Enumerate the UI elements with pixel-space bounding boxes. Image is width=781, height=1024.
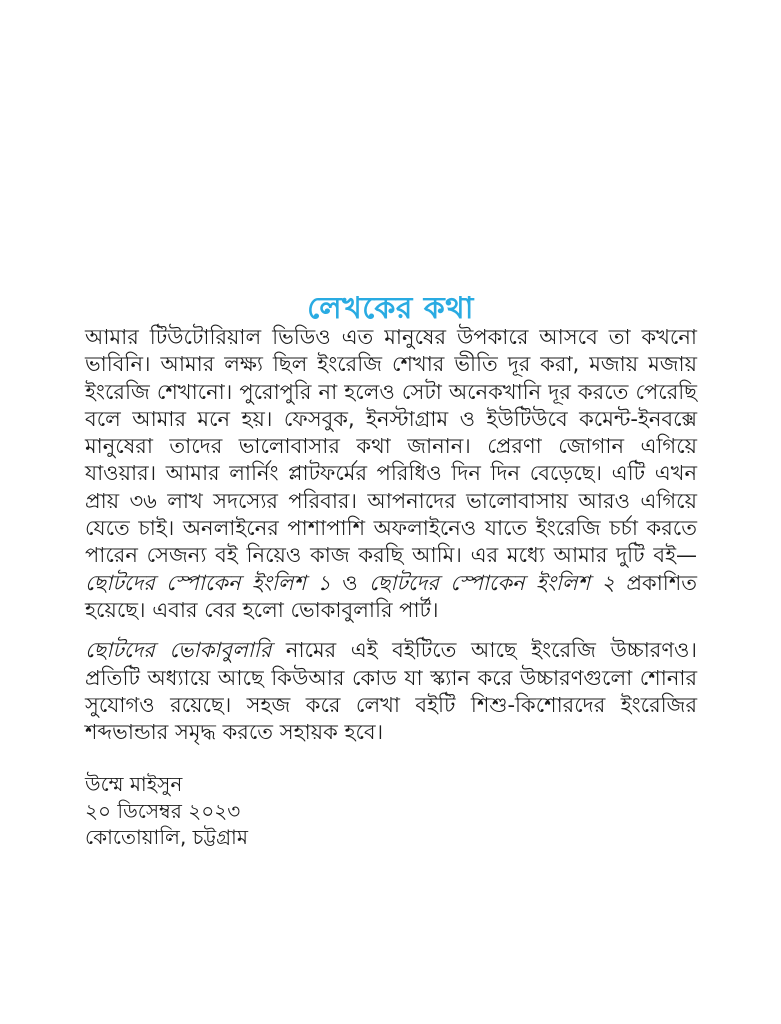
author-note-body: [85, 324, 697, 851]
paragraph-1-connector: ও: [330, 570, 370, 595]
book-title-spoken-english-1: ছোটদের স্পোকেন ইংলিশ ১: [85, 570, 331, 595]
signature-date: ২০ ডিসেম্বর ২০২৩: [85, 798, 241, 823]
paragraph-1-text: আমার টিউটোরিয়াল ভিডিও এত মানুষের উপকারে আসবে তা কখনো ভাবিনি। আমার লক্ষ্য ছিল ইংরেজি শেখার ভীতি দূর করা, মজায় মজায় ইংরেজি শেখানো। পুরোপুরি না হলেও সেটা অনেকখানি দূর করতে পেরেছি বলে আমার মনে হয়। ফেসবুক, ইনস্টাগ্রাম ও ইউটিউবে কমেন্ট-ইনবক্সে মানুষেরা তাদের ভালোবাসার কথা জানান। প্রেরণা জোগান এগিয়ে যাওয়ার। আমার লার্নিং প্লাটফর্মের পরিধিও দিন দিন বেড়েছে। এটি এখন প্রায় ৩৬ লাখ সদস্যের পরিবার। আপনাদের ভালোবাসায় আরও এগিয়ে যেতে চাই। অনলাইনের পাশাপাশি অফলাইনেও যাতে ইংরেজি চর্চা করতে পারেন সেজন্য বই নিয়েও কাজ করছি আমি। এর মধ্যে আমার দুটি বই—: [85, 325, 697, 568]
paragraph-1: [85, 324, 697, 624]
paragraph-2-text: নামের এই বইটিতে আছে ইংরেজি উচ্চারণও। প্রতিটি অধ্যায়ে আছে কিউআর কোড যা স্ক্যান করে উচ্চারণগুলো শোনার সুযোগও রয়েছে। সহজ করে লেখা বইটি শিশু-কিশোরদের ইংরেজির শব্দভান্ডার সমৃদ্ধ করতে সহায়ক হবে।: [85, 638, 697, 745]
paragraph-2: [85, 637, 697, 746]
author-name: উম্মে মাইসুন: [85, 772, 183, 797]
book-title-spoken-english-2: ছোটদের স্পোকেন ইংলিশ ২: [369, 570, 615, 595]
book-title-vocabulary: ছোটদের ভোকাবুলারি: [85, 638, 272, 663]
signature-place: কোতোয়ালি, চট্টগ্রাম: [85, 825, 248, 850]
page-title: লেখকের কথা: [307, 291, 474, 327]
paragraph-1-closing: প্রকাশিত হয়েছে। এবার বের হলো ভোকাবুলারি পার্ট।: [85, 570, 698, 622]
author-signature-block: [85, 771, 697, 851]
